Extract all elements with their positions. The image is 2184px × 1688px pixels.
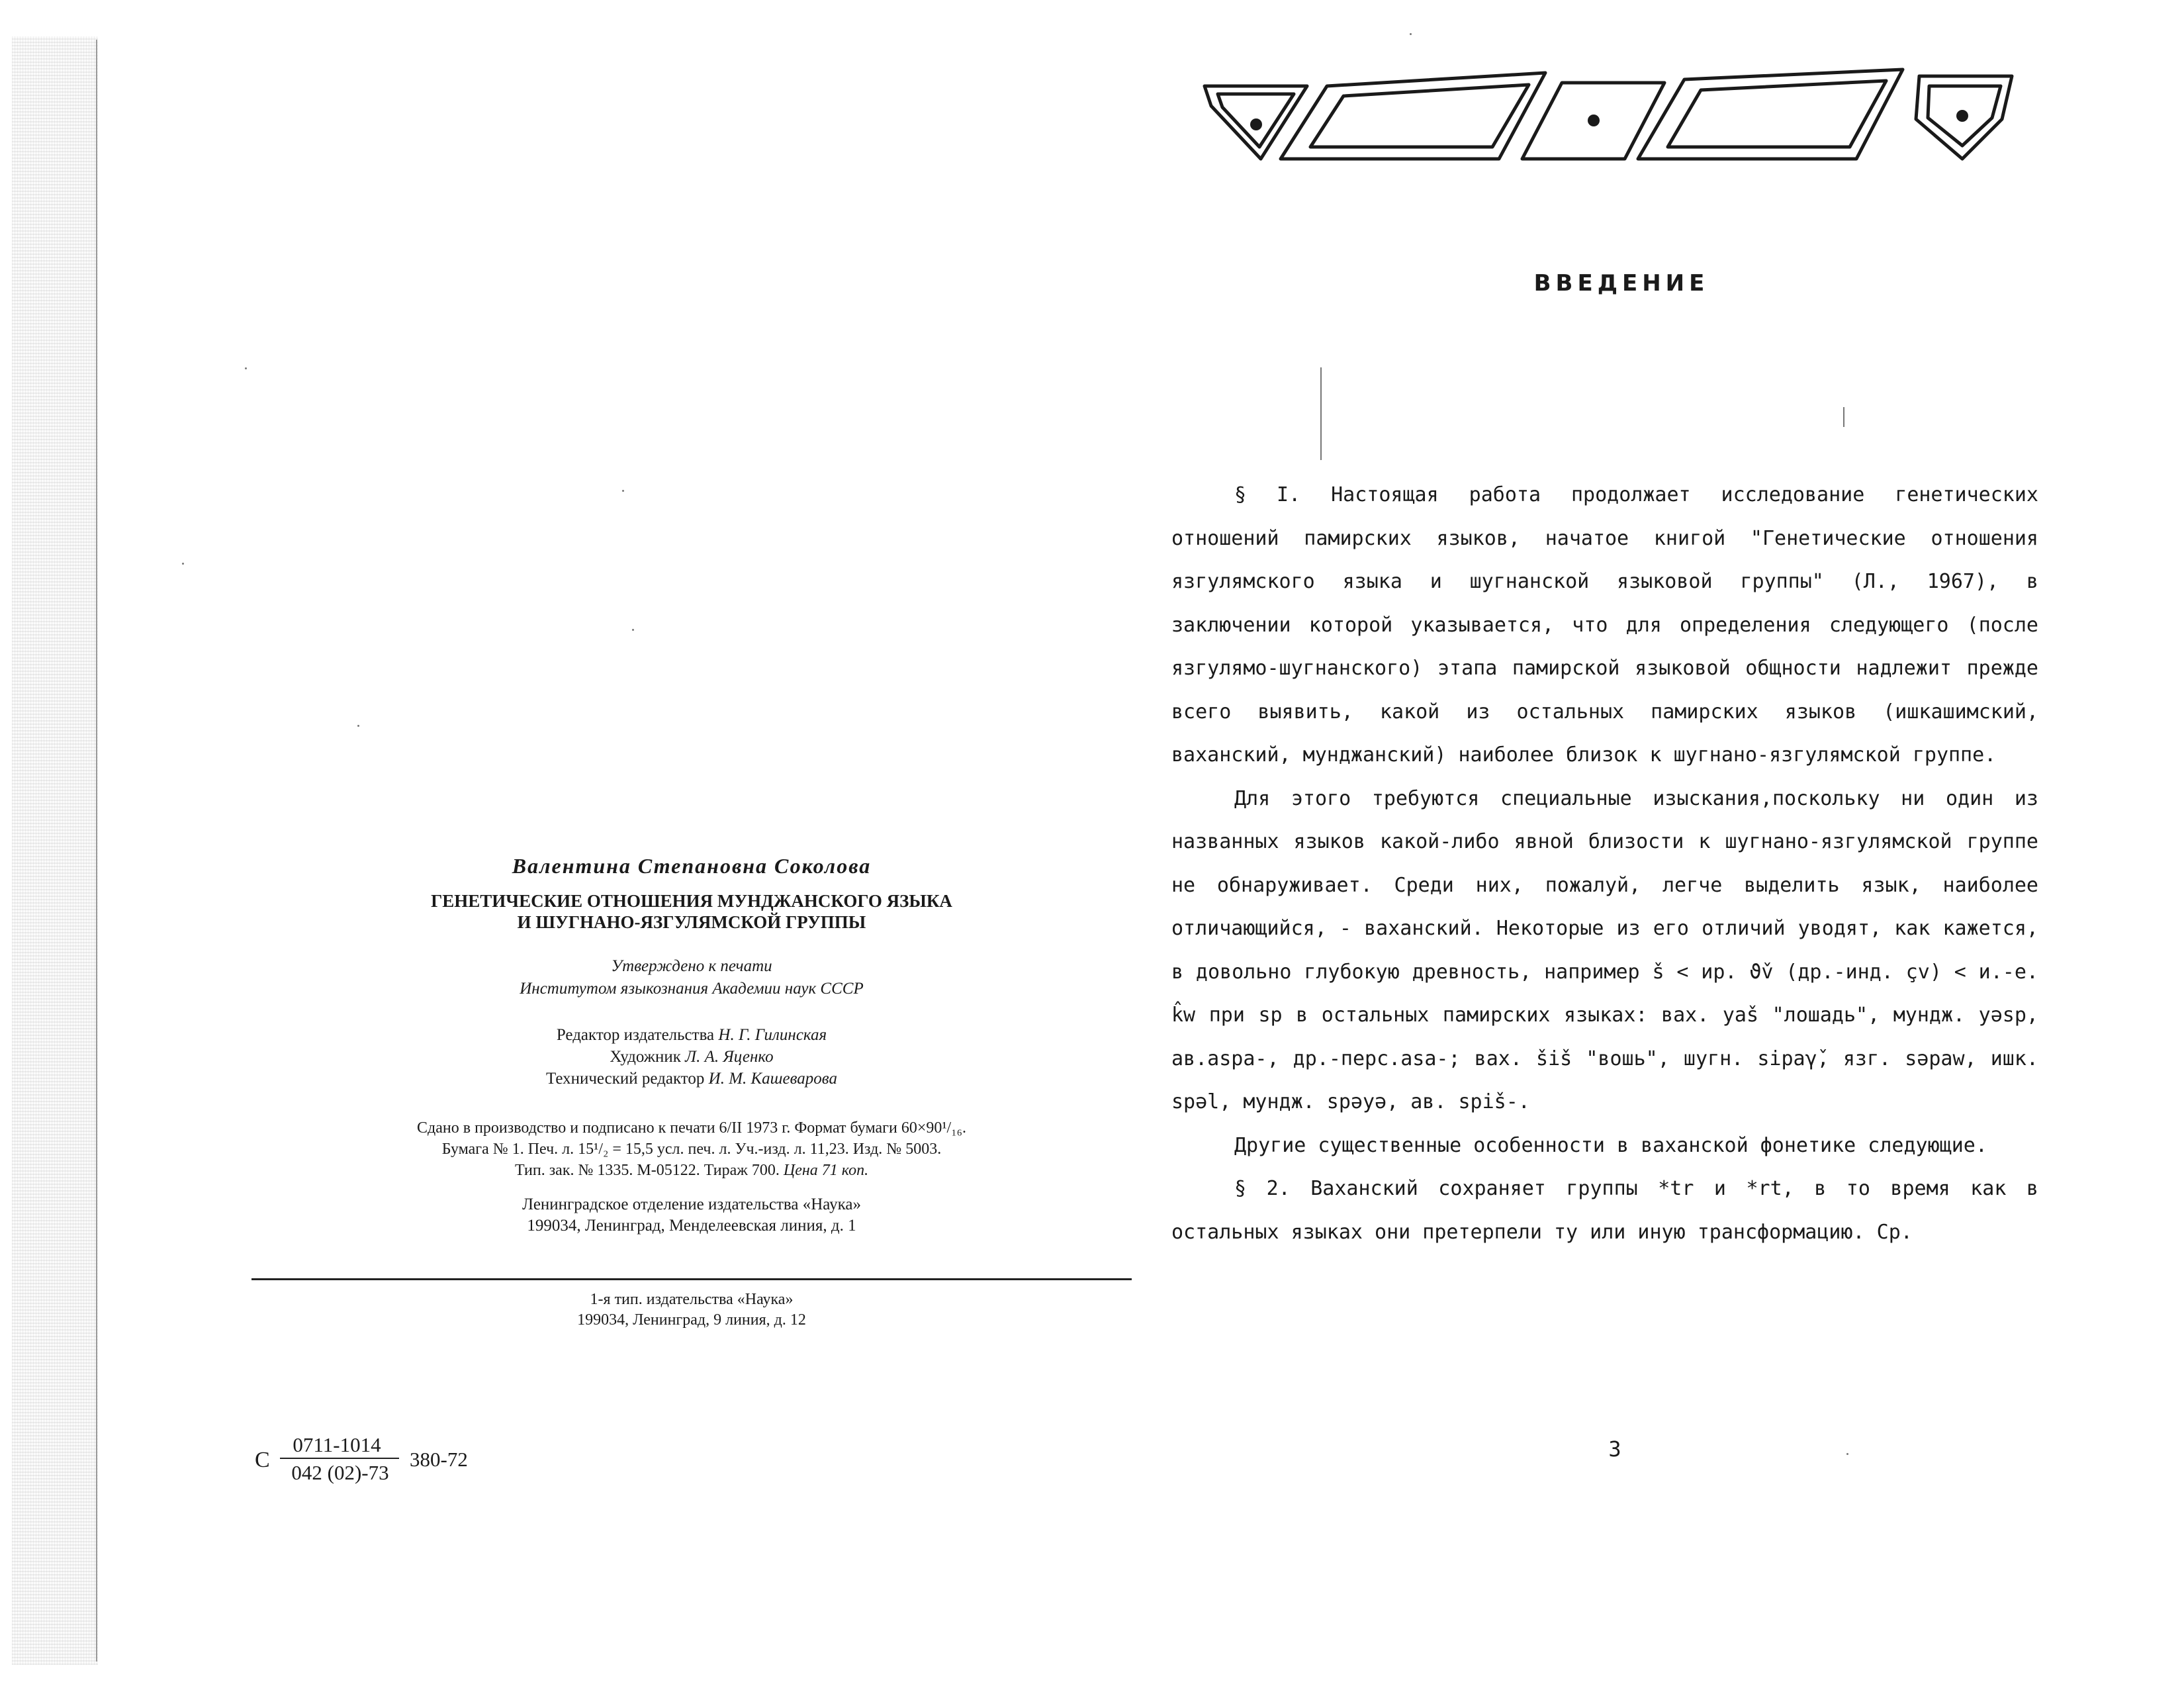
scan-speck (622, 490, 624, 492)
catalog-denominator: 042 (02)-73 (291, 1461, 389, 1484)
print-info-line: Тип. зак. № 1335. М-05122. Тираж 700. (514, 1162, 780, 1179)
credit-label: Технический редактор (546, 1070, 705, 1088)
printer-line: 199034, Ленинград, 9 линия, д. 12 (577, 1311, 806, 1329)
paragraph: § I. Настоящая работа продолжает исследование генетических отношений памирских языков, начатое книгой "Генетические отношения язгулямского языка и шугнанской языковой группы" (Л., 1967), в заключении которой указывается, что для определения следующего (после язгулямо-шугнанского) этапа памирской языковой общности надлежит прежде всего выявить, какой из остальных памирских языков (ишкашимский, ваханский, мунджанский) наиболее близок к шугнано-язгулямской группе. (1171, 483, 2038, 767)
catalog-prefix: С (255, 1448, 270, 1472)
publisher (251, 1194, 1132, 1237)
credit-label: Редактор издательства (556, 1026, 715, 1044)
author-name: Валентина Степановна Соколова (512, 854, 872, 878)
catalog-suffix: 380-72 (410, 1448, 468, 1471)
scan-speck (1846, 1453, 1848, 1455)
credit-value: И. М. Кашеварова (708, 1070, 837, 1088)
scan-mark (1320, 367, 1322, 460)
catalog-fraction (277, 1433, 668, 1486)
credit-value: Н. Г. Гилинская (718, 1026, 827, 1044)
catalog-numerator: 0711-1014 (293, 1433, 381, 1456)
scan-speck (632, 629, 634, 631)
scan-edge-line (96, 40, 97, 1662)
scan-speck (245, 367, 247, 369)
price: Цена 71 коп. (783, 1162, 869, 1179)
paragraph: § 2. Ваханский сохраняет группы *tr и *rt, в то время как в остальных языках они претерпели ту или иную трансформацию. Ср. (1171, 1177, 2038, 1244)
page-number: 3 (1608, 1436, 1621, 1462)
book-title-line: ГЕНЕТИЧЕСКИЕ ОТНОШЕНИЯ МУНДЖАНСКОГО ЯЗЫКА (431, 891, 952, 911)
scan-mark (1843, 407, 1844, 427)
print-info (251, 1117, 1132, 1181)
paragraph: Другие существенные особенности в ваханской фонетике следующие. (1234, 1133, 1987, 1157)
chapter-title: ВВЕДЕНИЕ (1533, 270, 1709, 297)
paragraph: Для этого требуются специальные изыскания,поскольку ни один из названных языков какой-либо явной близости к шугнано-язгулямской группе не обнаруживает. Среди них, пожалуй, легче выделить язык, наиболее отличающийся, - ваханский. Некоторые из его отличий уводят, как кажется, в довольно глубокую древность, например š < ир. ϑ̌v (др.-инд. çv) < и.-е. k̂w при sp в остальных памирских языках: вах. yaš "лошадь", мундж. yəsp, ав.aspa-, др.-перс.asa-; вах. šiš "вошь", шугн. sipaγ̌, язг. səpaw, ишк. spəl, мундж. spəyə, ав. spiš-. (1171, 786, 2038, 1113)
fraction-bar (280, 1458, 399, 1459)
printer-info (251, 1289, 1132, 1331)
credits (251, 1024, 1132, 1090)
colophon (251, 854, 1132, 1237)
scan-speck (182, 563, 184, 565)
meander-ornament (1201, 66, 2015, 172)
scan-edge (12, 36, 98, 1665)
credit-value: Л. А. Яценко (685, 1048, 774, 1066)
publisher-line: Ленинградское отделение издательства «Наука» (522, 1196, 861, 1213)
approval-note (251, 955, 1132, 1000)
printer-line: 1-я тип. издательства «Наука» (590, 1291, 794, 1308)
ornament-segment (1310, 85, 1529, 147)
rosette-icon (1588, 115, 1600, 126)
rosette-icon (1956, 110, 1968, 122)
book-title-line: И ШУГНАНО-ЯЗГУЛЯМСКОЙ ГРУППЫ (517, 912, 866, 932)
book-title (251, 890, 1132, 933)
divider-rule (251, 1278, 1132, 1280)
publisher-line: 199034, Ленинград, Менделеевская линия, д. 1 (527, 1217, 856, 1235)
body-text (1171, 473, 2038, 1254)
rosette-icon (1250, 118, 1262, 130)
print-info-line: Сдано в производство и подписано к печати 6/II 1973 г. Формат бумаги 60×90¹/₁₆. (417, 1119, 966, 1137)
approval-line: Утверждено к печати (611, 957, 772, 975)
scan-speck (1410, 33, 1412, 35)
ornament-segment (1668, 81, 1886, 147)
print-info-line: Бумага № 1. Печ. л. 15¹/₂ = 15,5 усл. печ. л. Уч.-изд. л. 11,23. Изд. № 5003. (441, 1141, 942, 1158)
scan-speck (357, 725, 359, 727)
credit-label: Художник (610, 1048, 681, 1066)
approval-line: Институтом языкознания Академии наук СССР (520, 980, 864, 998)
